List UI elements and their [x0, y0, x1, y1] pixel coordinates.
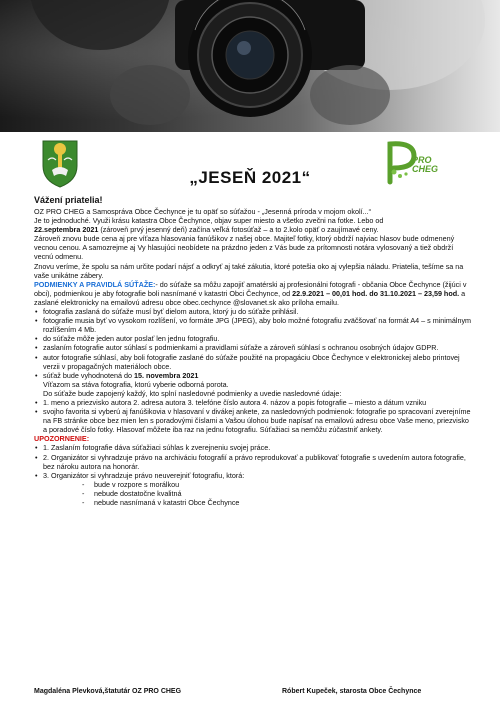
rejection-reasons-list	[34, 480, 474, 507]
document-body	[34, 195, 474, 507]
winner-line: Víťazom sa stáva fotografia, ktorú vyberie odborná porota.	[43, 379, 229, 389]
intro-line-4: Zároveň znovu bude cena aj pre víťaza hlasovania fanúšikov z našej obce. Majiteľ fotky, ktorý obdrží najviac hlasov bude odmenený vecnou cenou. A samozrejme aj Vy hlasujúci neobídete na prázdno jeden z Vás bude za prítomnosti notára vylosovaný a tiež obdrží vecnú odmenu.	[34, 234, 455, 262]
list-item: • fotografie musia byť vo vysokom rozlíšení, vo formáte JPG (JPEG), aby bolo možné fotografiu zväčšovať na formát A4 – s minimálnym rozlíšením 4 Mb.	[43, 316, 474, 334]
conditions-heading: PODMIENKY A PRAVIDLÁ SÚŤAŽE:	[34, 279, 156, 289]
list-item: • 1. Zaslaním fotografie dáva súťažiaci súhlas k zverejneniu svojej práce.	[43, 443, 474, 452]
greeting: Vážení priatelia!	[34, 195, 103, 205]
evaluation-date: 15. novembra 2021	[134, 370, 199, 380]
list-item: • 2. Organizátor si vyhradzuje právo na archiváciu fotografií a právo reprodukovať a publikovať fotografie s uvedením autora fotografie, bez nároku autora na honorár.	[43, 453, 474, 471]
intro-line-3-text: (zároveň prvý jesenný deň) začína veľká fotosúťaž – a to 2.kolo opäť o zaujímavé ceny.	[98, 225, 379, 235]
intro-line-5: Znovu veríme, že spolu sa nám určite podarí nájsť a odkryť aj také zákutia, ktoré potešia oko aj vylepšia náladu. Priatelia, tešíme sa na vaše unikátne zábery.	[34, 261, 464, 280]
signature-right: Róbert Kupeček, starosta Obce Čechynce	[282, 688, 422, 695]
list-item: • svojho favorita si vyberú aj fanúšikovia v hlasovaní v divákej ankete, za nasledovných podmienok: fotografie po spracovaní zverejníme na FB stránke obce bez mien len s poradovými číslami a Vašou úlohou bude napísať na emailovú adresu obce Vaše meno, priezvisko a poradové číslo fotky. Hlasovať môžete iba raz na jednu fotografiu. Súťažiaci sa nemôžu zúčastniť ankety.	[43, 407, 474, 434]
list-item: • fotografia zaslaná do súťaže musí byť dielom autora, ktorý ju do súťaže prihlásil.	[43, 307, 474, 316]
warning-heading: UPOZORNENIE:	[34, 434, 90, 444]
header-photo-camera	[0, 0, 500, 132]
list-item: - nebude nasnímaná v katastri Obce Čechynce	[94, 498, 474, 507]
list-item: • 3. Organizátor si vyhradzuje právo neuverejniť fotografiu, ktorá:	[43, 471, 474, 480]
conditions-paragraph	[34, 280, 474, 307]
contest-period: 22.9.2021 – 00,01 hod. do 31.10.2021 – 23,59 hod.	[292, 288, 460, 298]
rules-list	[34, 307, 474, 380]
conditions-text-2: a zaslané elektronicky na emailovú adresu obce obec.cechynce @slovanet.sk ako príloha emailu.	[34, 288, 466, 307]
list-item	[43, 371, 474, 380]
requirements-list	[34, 398, 474, 434]
start-date: 22.septembra 2021	[34, 225, 99, 235]
intro-line-1: OZ PRO CHEG a Samospráva Obce Čechynce je tu opäť so súťažou - „Jesenná príroda v mojom okolí...“	[34, 207, 371, 216]
evaluation-text: súťaž bude vyhodnotená do	[43, 370, 135, 380]
list-item: • 1. meno a priezvisko autora 2. adresa autora 3. telefóne číslo autora 4. názov a popis fotografie – miesto a dátum vzniku	[43, 398, 474, 407]
list-item: • autor fotografie súhlasí, aby boli fotografie zaslané do súťaže použité na propagáciu Obce Čechynce v elektronickej alebo printovej verzii v propagačných materiáloch obce.	[43, 353, 474, 371]
list-item: - bude v rozpore s morálkou	[94, 480, 474, 489]
notices-list	[34, 443, 474, 479]
list-item: - nebude dostatočne kvalitná	[94, 489, 474, 498]
intro-line-3	[34, 225, 474, 234]
signature-left: Magdaléna Plevková,štatutár OZ PRO CHEG	[34, 688, 182, 695]
conditions-text-1: - do súťaže sa môžu zapojiť amatérski aj profesionálni fotografi - občania Obce Čechynce (žijúci v obci), podmienkou je aby fotografie boli nasnímané v katastri Obci Čechynce, od	[34, 279, 467, 298]
list-item: • do súťaže môže jeden autor poslať len jednu fotografiu.	[43, 334, 474, 343]
pro-cheg-logo-text: PRO CHEG	[412, 155, 439, 174]
participation-line: Do súťaže bude zapojený každý, kto splní nasledovné podmienky a uvedie nasledovné údaje:	[43, 388, 342, 398]
list-item: • zaslaním fotografie autor súhlasí s podmienkami a pravidlami súťaže a zároveň súhlasí s ochranou osobných údajov GDPR.	[43, 343, 474, 352]
camera-illustration	[0, 0, 500, 132]
intro-line-2: Je to jednoduché. Využi krásu katastra Obce Čechynce, objav super miesto a všetko zvečni na fotke. Lebo od	[34, 216, 384, 226]
page-title: „JESEŇ 2021“	[189, 168, 311, 187]
